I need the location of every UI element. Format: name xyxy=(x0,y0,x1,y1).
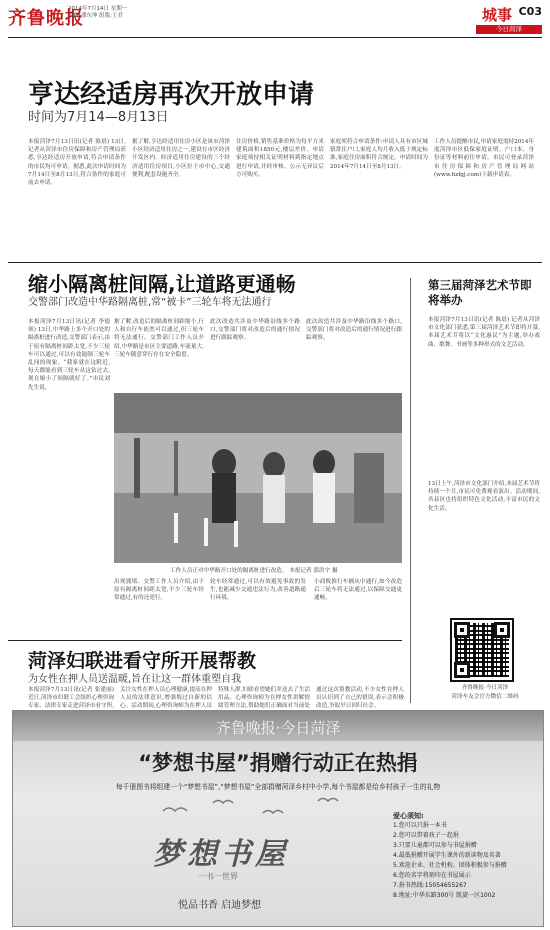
story1-column-1: 本报菏泽7月13日讯(记者 陈晨) 13日,记者从菏泽市住房保障和房产管理局获悉,亨达经适房开放申请,符合申请条件的市民均可申请。据悉,此次申请时间为7月14日至8月13日,符合条件的家庭可前去申请。 xyxy=(28,139,126,187)
ad-banner-text: 齐鲁晚报·今日菏泽 xyxy=(215,719,341,737)
advertisement xyxy=(12,710,544,927)
masthead-meta xyxy=(68,6,127,20)
story1-column-2: 据了解,亨达经适用住房小区是该市菏泽小区经济适用住房之一,建设在市区经济开发区内。经济适用住房建设的三个经济适用住房项目,小区位于市中心,交通便利,配套设施齐全。 xyxy=(132,139,230,178)
section-rule xyxy=(8,262,542,263)
notice-item: 7.捐书热线:15054655267 xyxy=(393,882,467,889)
story2-subhead: 交警部门改造中华路隔离桩,常“被卡”三轮车将无法通行 xyxy=(28,297,272,308)
sidebar-body-1: 本报菏泽7月13日讯(记者 陈晨) 记者从菏泽市文化部门获悉,第三届菏泽艺术节即将开幕,本届艺术节将以“文化惠民”为主题,举办戏曲、歌舞、书画等多种形式的文艺活动。 xyxy=(428,317,540,348)
ad-logo: 梦想书屋 xyxy=(153,837,289,872)
birds-graphic xyxy=(143,791,403,831)
story1-subhead: 时间为7月14—8月13日 xyxy=(28,110,169,125)
notice-item: 6.您的名字将刻印在书屋展示 xyxy=(393,872,471,879)
section-name: 城事 xyxy=(481,6,512,24)
masthead xyxy=(8,4,542,38)
story2-column-1: 本报菏泽7月13日讯(记者 李德领) 13日,中华路上多个开口处的隔离桩进行改造,交警部门表示,由于原有隔离桩间距太宽,不少三轮车可以通过,可以有效遏制三轮车乱闯的现象。“我家就在这附近,每天都能看到三轮车从这钻过去,现在缩小了间隔就好了。”市民刘先生说。 xyxy=(28,319,110,391)
story2-column-6: 小商贩推行车辆从中通行,如今改造后三轮车将无法通过,以保障交通更通畅。 xyxy=(314,579,402,602)
notice-item: 1.您可以只捐一本书 xyxy=(393,822,447,829)
sidebar-body-2: 13日上午,菏泽市文化部门介绍,本届艺术节将持续一个月,市民可免费观看演出。活动期间,各县区也将组织特色文化活动,丰富市民的文化生活。 xyxy=(428,481,540,512)
sidebar-divider xyxy=(410,278,411,703)
story3-subhead: 为女性在押人员送温暖,旨在让这一群体重塑自我 xyxy=(28,674,242,685)
story1-column-5: 工作人员提醒市民,申请家庭需持2014年度菏泽市区低保家庭证明、户口本、身份证等材料前往申请。市民可登录菏泽市住房保障和房产管理局网站(www.hzfgj.com)下载申请表。 xyxy=(434,139,534,178)
ad-slogan: 悦品书香 启迪梦想 xyxy=(178,900,262,911)
story3-column-4: 通过这次帮教活动,不少女性在押人员认识到了自己的错误,表示会积极改造,争取早日回归社会。 xyxy=(316,687,404,710)
newspaper-logo: 齐鲁晚报 xyxy=(8,8,84,29)
story2-column-3b: 此次改造共涉及中华路沿线多个路口,交警部门将对改造后的通行情况进行跟踪观察。 xyxy=(306,319,402,342)
ad-logo-sub: 一书一世界 xyxy=(198,872,238,881)
story3-headline: 菏泽妇联进看守所开展帮教 xyxy=(28,650,257,672)
story3-column-1: 本报菏泽7月13日讯(记者 张建丽) 近日,菏泽市妇联工会组织心理咨询专家、法律专家走进菏泽市看守所, xyxy=(28,687,114,710)
photo-caption: 工作人员正对中华路开口处的隔离桩进行改造。 本报记者 郭洪宇 摄 xyxy=(170,568,338,574)
editor-credits: 编辑:潘东坤 组版:王君 xyxy=(68,13,123,19)
story2-column-3: 此次改造共涉及中华路沿线多个路口,交警部门将对改造后的通行情况进行跟踪观察。 xyxy=(210,319,300,342)
notice-item: 3.只要儿童都可以参与书屋捐赠 xyxy=(393,842,477,849)
story1-headline: 亨达经适房再次开放申请 xyxy=(28,80,315,110)
news-photo xyxy=(114,393,402,563)
masthead-rule xyxy=(8,37,542,38)
issue-date: 2014年7月14日 星期一 xyxy=(68,6,128,12)
story2-column-5: 轮车经常通过,可以有效避免事故的发生,也能减少交通违法行为,改善道路通行环境。 xyxy=(210,579,306,602)
qr-code[interactable] xyxy=(450,618,514,682)
story3-column-3: 特殊人群,妇联看望她们并送去了生活用品。心理咨询师为在押女性讲解情绪管理方法,帮助她们正确面对当前处 xyxy=(218,687,310,710)
ad-title: “梦想书屋”捐赠行动正在热捐 xyxy=(138,751,418,775)
edition-bar: 今日菏泽 xyxy=(476,25,542,34)
notice-title: 爱心须知: xyxy=(393,812,424,820)
story3-rule xyxy=(8,640,402,641)
notice-box xyxy=(393,811,538,901)
notice-item: 2.您可以带着孩子一起捐 xyxy=(393,832,459,839)
page-code: C03 xyxy=(518,5,542,18)
story2-column-4: 出现拥堵。交警工作人员介绍,由于原有隔离桩间距太宽,不少三轮车经常通过,有的还逆行。 xyxy=(114,579,204,602)
photo-illustration xyxy=(114,393,402,563)
story2-headline: 缩小隔离桩间隔,让道路更通畅 xyxy=(28,272,296,296)
story2-column-2: 据了解,改造后的隔离桩间距缩小,行人和自行车依然可以通过,但三轮车将无法通行。交警部门工作人员介绍,中华路是市区主要道路,车流量大,三轮车随意穿行存在安全隐患。 xyxy=(114,319,204,358)
sidebar-headline: 第三届菏泽艺术节即将举办 xyxy=(428,278,532,307)
notice-item: 8.地址:中华东路300号 凯旋一区1002 xyxy=(393,892,496,899)
qr-caption: 齐鲁晚报·今日菏泽 菏泽车友会官方微信二维码 xyxy=(451,685,519,700)
notice-item: 5.欢迎企业、社会机构、团体积极参与捐赠 xyxy=(393,862,507,869)
notice-item: 4.最低捐赠开展学生课外的新读物及名著 xyxy=(393,852,501,859)
story1-column-4: 家庭须符合申请条件:申请人具有市区城镇常住户口,家庭人均月收入低于规定标准,家庭住房面积符合规定。申请时间为2014年7月14日至8月13日。 xyxy=(330,139,428,170)
ad-tagline: 每千册图书将组建一个“梦想书屋”,“梦想书屋”全部捐赠菏泽乡村中小学,每个书屋都是给乡村孩子一生的礼物 xyxy=(115,783,441,791)
story1-column-3: 住房价格,销售基准价格为每平方米建筑面积1850元,楼层差价。申请家庭须持相关证明材料到指定地点进行申请,并经审核、公示无异议后方可购买。 xyxy=(236,139,324,178)
story3-column-2: 关注女性在押人员心理健康,提高在押人员的法律意识,增强悔过自新的信心。活动期间,心理咨询师为在押人员 xyxy=(120,687,212,710)
